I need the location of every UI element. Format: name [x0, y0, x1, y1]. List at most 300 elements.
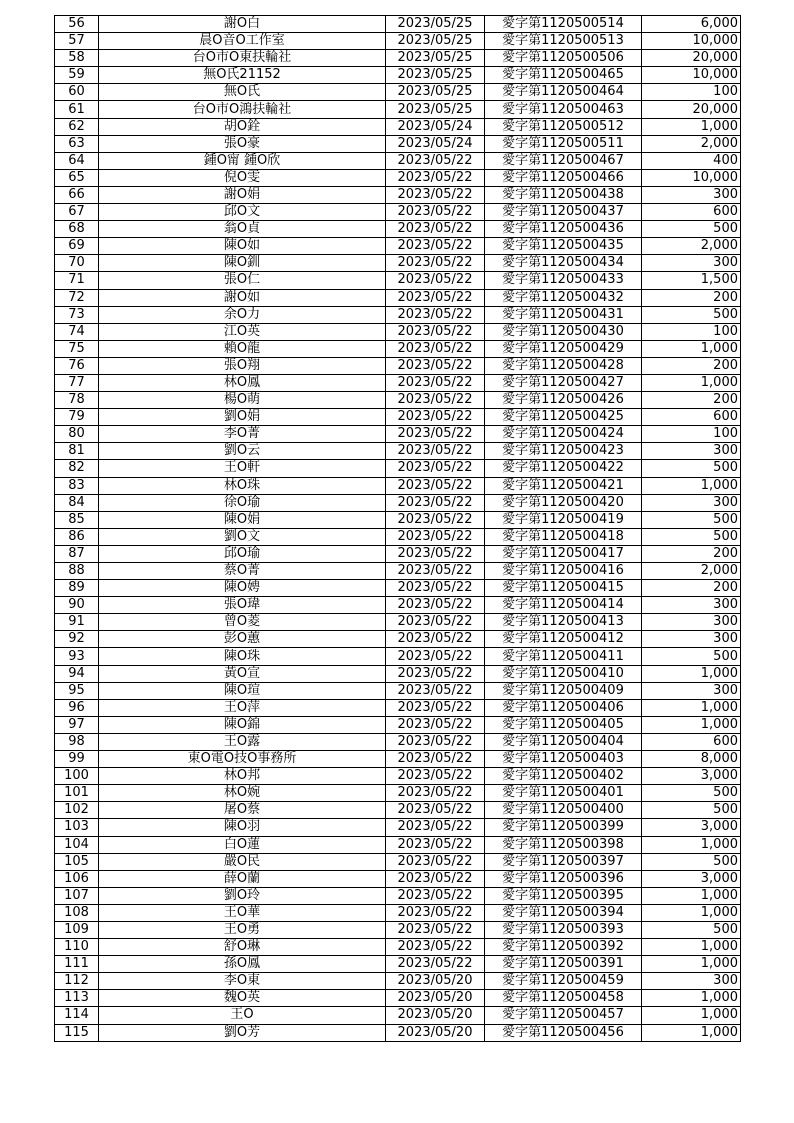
donation-amount: 500: [642, 853, 741, 870]
table-row: [55, 682, 741, 699]
donation-amount: 1,000: [642, 699, 741, 716]
donation-date: 2023/05/20: [386, 1024, 485, 1041]
row-number: 57: [55, 33, 99, 50]
row-number: 62: [55, 118, 99, 135]
donation-amount: 300: [642, 631, 741, 648]
donation-date: 2023/05/22: [386, 904, 485, 921]
donor-name: 王O露: [99, 733, 386, 750]
donor-name: 無O氏: [99, 84, 386, 101]
table-row: [55, 426, 741, 443]
donation-amount: 2,000: [642, 238, 741, 255]
row-number: 110: [55, 939, 99, 956]
table-row: [55, 238, 741, 255]
row-number: 98: [55, 733, 99, 750]
donation-date: 2023/05/22: [386, 768, 485, 785]
row-number: 101: [55, 785, 99, 802]
row-number: 70: [55, 255, 99, 272]
donor-name: 張O翔: [99, 357, 386, 374]
donor-name: 倪O雯: [99, 169, 386, 186]
receipt-number: 愛字第1120500464: [485, 84, 642, 101]
donor-name: 鍾O甯 鍾O欣: [99, 152, 386, 169]
row-number: 91: [55, 614, 99, 631]
donation-date: 2023/05/22: [386, 357, 485, 374]
receipt-number: 愛字第1120500398: [485, 836, 642, 853]
row-number: 71: [55, 272, 99, 289]
table-row: [55, 528, 741, 545]
donation-amount: 1,000: [642, 340, 741, 357]
row-number: 95: [55, 682, 99, 699]
donation-date: 2023/05/22: [386, 853, 485, 870]
donation-date: 2023/05/25: [386, 50, 485, 67]
donation-amount: 600: [642, 733, 741, 750]
table-row: [55, 751, 741, 768]
donor-name: 曾O菱: [99, 614, 386, 631]
donation-amount: 500: [642, 511, 741, 528]
donor-name: 白O蓮: [99, 836, 386, 853]
receipt-number: 愛字第1120500402: [485, 768, 642, 785]
donation-date: 2023/05/22: [386, 563, 485, 580]
row-number: 77: [55, 374, 99, 391]
donation-date: 2023/05/22: [386, 306, 485, 323]
row-number: 58: [55, 50, 99, 67]
table-row: [55, 152, 741, 169]
receipt-number: 愛字第1120500399: [485, 819, 642, 836]
row-number: 67: [55, 204, 99, 221]
donation-date: 2023/05/22: [386, 802, 485, 819]
donation-date: 2023/05/24: [386, 135, 485, 152]
donation-date: 2023/05/25: [386, 101, 485, 118]
table-row: [55, 67, 741, 84]
table-row: [55, 289, 741, 306]
donation-date: 2023/05/22: [386, 494, 485, 511]
table-row: [55, 494, 741, 511]
donor-name: 陳O如: [99, 238, 386, 255]
donation-amount: 200: [642, 357, 741, 374]
table-row: [55, 699, 741, 716]
receipt-number: 愛字第1120500422: [485, 460, 642, 477]
donation-amount: 200: [642, 545, 741, 562]
row-number: 78: [55, 392, 99, 409]
receipt-number: 愛字第1120500406: [485, 699, 642, 716]
donation-amount: 1,000: [642, 374, 741, 391]
table-row: [55, 169, 741, 186]
donor-name: 陳O羽: [99, 819, 386, 836]
receipt-number: 愛字第1120500405: [485, 716, 642, 733]
donation-date: 2023/05/22: [386, 460, 485, 477]
row-number: 100: [55, 768, 99, 785]
row-number: 80: [55, 426, 99, 443]
table-row: [55, 904, 741, 921]
table-row: [55, 973, 741, 990]
row-number: 56: [55, 16, 99, 33]
table-row: [55, 511, 741, 528]
receipt-number: 愛字第1120500414: [485, 597, 642, 614]
row-number: 87: [55, 545, 99, 562]
donation-date: 2023/05/22: [386, 699, 485, 716]
table-row: [55, 204, 741, 221]
donor-name: 王O萍: [99, 699, 386, 716]
donation-amount: 200: [642, 580, 741, 597]
row-number: 81: [55, 443, 99, 460]
table-row: [55, 255, 741, 272]
donor-name: 魏O英: [99, 990, 386, 1007]
table-row: [55, 16, 741, 33]
table-row: [55, 597, 741, 614]
row-number: 94: [55, 665, 99, 682]
receipt-number: 愛字第1120500512: [485, 118, 642, 135]
donation-amount: 1,000: [642, 956, 741, 973]
donation-amount: 1,000: [642, 118, 741, 135]
donor-name: 陳O娟: [99, 511, 386, 528]
table-row: [55, 580, 741, 597]
donor-name: 邱O文: [99, 204, 386, 221]
table-row: [55, 118, 741, 135]
donation-table-body: [55, 16, 741, 1042]
donation-date: 2023/05/22: [386, 870, 485, 887]
receipt-number: 愛字第1120500421: [485, 477, 642, 494]
receipt-number: 愛字第1120500428: [485, 357, 642, 374]
donor-name: 余O力: [99, 306, 386, 323]
donation-date: 2023/05/22: [386, 221, 485, 238]
row-number: 73: [55, 306, 99, 323]
donation-date: 2023/05/22: [386, 956, 485, 973]
receipt-number: 愛字第1120500514: [485, 16, 642, 33]
row-number: 104: [55, 836, 99, 853]
donation-date: 2023/05/22: [386, 169, 485, 186]
donor-name: 無O氏21152: [99, 67, 386, 84]
table-row: [55, 939, 741, 956]
donor-name: 謝O如: [99, 289, 386, 306]
donation-date: 2023/05/22: [386, 409, 485, 426]
row-number: 82: [55, 460, 99, 477]
receipt-number: 愛字第1120500404: [485, 733, 642, 750]
row-number: 83: [55, 477, 99, 494]
table-row: [55, 614, 741, 631]
donation-amount: 500: [642, 648, 741, 665]
donor-name: 張O瑋: [99, 597, 386, 614]
donation-date: 2023/05/22: [386, 289, 485, 306]
donation-date: 2023/05/25: [386, 84, 485, 101]
donation-amount: 1,000: [642, 1024, 741, 1041]
donor-name: 陳O釧: [99, 255, 386, 272]
table-row: [55, 921, 741, 938]
row-number: 97: [55, 716, 99, 733]
table-row: [55, 392, 741, 409]
donor-name: 劉O芳: [99, 1024, 386, 1041]
donor-name: 翁O貞: [99, 221, 386, 238]
receipt-number: 愛字第1120500391: [485, 956, 642, 973]
table-row: [55, 374, 741, 391]
row-number: 60: [55, 84, 99, 101]
donation-amount: 300: [642, 682, 741, 699]
table-row: [55, 221, 741, 238]
receipt-number: 愛字第1120500432: [485, 289, 642, 306]
donation-date: 2023/05/22: [386, 426, 485, 443]
row-number: 111: [55, 956, 99, 973]
donation-date: 2023/05/22: [386, 939, 485, 956]
donation-date: 2023/05/20: [386, 990, 485, 1007]
row-number: 106: [55, 870, 99, 887]
donation-amount: 100: [642, 84, 741, 101]
table-row: [55, 563, 741, 580]
donation-amount: 300: [642, 443, 741, 460]
donation-date: 2023/05/22: [386, 631, 485, 648]
row-number: 74: [55, 323, 99, 340]
donor-name: 江O英: [99, 323, 386, 340]
donation-date: 2023/05/25: [386, 67, 485, 84]
receipt-number: 愛字第1120500429: [485, 340, 642, 357]
donation-amount: 100: [642, 323, 741, 340]
receipt-number: 愛字第1120500412: [485, 631, 642, 648]
donation-date: 2023/05/22: [386, 477, 485, 494]
donation-date: 2023/05/22: [386, 733, 485, 750]
donor-name: 陳O錦: [99, 716, 386, 733]
table-row: [55, 50, 741, 67]
donation-amount: 1,000: [642, 665, 741, 682]
donation-date: 2023/05/25: [386, 33, 485, 50]
donation-date: 2023/05/24: [386, 118, 485, 135]
donation-amount: 500: [642, 306, 741, 323]
donation-date: 2023/05/22: [386, 597, 485, 614]
receipt-number: 愛字第1120500466: [485, 169, 642, 186]
table-row: [55, 460, 741, 477]
donation-date: 2023/05/22: [386, 580, 485, 597]
donation-amount: 1,000: [642, 939, 741, 956]
table-row: [55, 135, 741, 152]
row-number: 113: [55, 990, 99, 1007]
row-number: 99: [55, 751, 99, 768]
table-row: [55, 1007, 741, 1024]
row-number: 72: [55, 289, 99, 306]
donation-amount: 100: [642, 426, 741, 443]
row-number: 68: [55, 221, 99, 238]
donation-amount: 3,000: [642, 870, 741, 887]
donation-amount: 600: [642, 204, 741, 221]
donor-name: 謝O白: [99, 16, 386, 33]
donor-name: 林O鳳: [99, 374, 386, 391]
donor-name: 薛O蘭: [99, 870, 386, 887]
receipt-number: 愛字第1120500413: [485, 614, 642, 631]
table-row: [55, 357, 741, 374]
donation-amount: 500: [642, 528, 741, 545]
receipt-number: 愛字第1120500394: [485, 904, 642, 921]
table-row: [55, 477, 741, 494]
donation-amount: 1,000: [642, 1007, 741, 1024]
row-number: 84: [55, 494, 99, 511]
receipt-number: 愛字第1120500513: [485, 33, 642, 50]
donor-name: 彭O蕙: [99, 631, 386, 648]
donation-date: 2023/05/22: [386, 511, 485, 528]
donor-name: 劉O玲: [99, 887, 386, 904]
receipt-number: 愛字第1120500506: [485, 50, 642, 67]
donor-name: 黃O宣: [99, 665, 386, 682]
donor-name: 孫O鳳: [99, 956, 386, 973]
table-row: [55, 870, 741, 887]
receipt-number: 愛字第1120500459: [485, 973, 642, 990]
receipt-number: 愛字第1120500437: [485, 204, 642, 221]
table-row: [55, 631, 741, 648]
row-number: 92: [55, 631, 99, 648]
donation-date: 2023/05/22: [386, 785, 485, 802]
row-number: 96: [55, 699, 99, 716]
receipt-number: 愛字第1120500392: [485, 939, 642, 956]
donation-date: 2023/05/22: [386, 921, 485, 938]
row-number: 63: [55, 135, 99, 152]
table-row: [55, 186, 741, 203]
table-row: [55, 733, 741, 750]
table-row: [55, 101, 741, 118]
row-number: 108: [55, 904, 99, 921]
donation-amount: 2,000: [642, 563, 741, 580]
donor-name: 王O勇: [99, 921, 386, 938]
receipt-number: 愛字第1120500411: [485, 648, 642, 665]
donor-name: 邱O瑜: [99, 545, 386, 562]
table-row: [55, 768, 741, 785]
donation-amount: 400: [642, 152, 741, 169]
donor-name: 台O市O鴻扶輪社: [99, 101, 386, 118]
table-row: [55, 802, 741, 819]
donor-name: 晨O音O工作室: [99, 33, 386, 50]
receipt-number: 愛字第1120500423: [485, 443, 642, 460]
donation-table: [54, 15, 741, 1042]
donation-amount: 500: [642, 921, 741, 938]
table-row: [55, 84, 741, 101]
receipt-number: 愛字第1120500403: [485, 751, 642, 768]
row-number: 85: [55, 511, 99, 528]
receipt-number: 愛字第1120500434: [485, 255, 642, 272]
donor-name: 張O仁: [99, 272, 386, 289]
donation-amount: 1,000: [642, 990, 741, 1007]
donation-date: 2023/05/22: [386, 443, 485, 460]
row-number: 112: [55, 973, 99, 990]
row-number: 86: [55, 528, 99, 545]
table-row: [55, 836, 741, 853]
donation-amount: 6,000: [642, 16, 741, 33]
donation-amount: 10,000: [642, 169, 741, 186]
donor-name: 舒O琳: [99, 939, 386, 956]
donation-amount: 200: [642, 392, 741, 409]
donation-date: 2023/05/20: [386, 1007, 485, 1024]
donation-amount: 10,000: [642, 67, 741, 84]
receipt-number: 愛字第1120500465: [485, 67, 642, 84]
donation-date: 2023/05/22: [386, 665, 485, 682]
donation-amount: 1,000: [642, 904, 741, 921]
receipt-number: 愛字第1120500425: [485, 409, 642, 426]
table-row: [55, 33, 741, 50]
table-row: [55, 956, 741, 973]
donation-date: 2023/05/22: [386, 272, 485, 289]
donation-amount: 20,000: [642, 50, 741, 67]
donor-name: 劉O文: [99, 528, 386, 545]
table-row: [55, 340, 741, 357]
table-row: [55, 443, 741, 460]
receipt-number: 愛字第1120500456: [485, 1024, 642, 1041]
donor-name: 李O菁: [99, 426, 386, 443]
receipt-number: 愛字第1120500438: [485, 186, 642, 203]
donation-date: 2023/05/22: [386, 152, 485, 169]
table-row: [55, 819, 741, 836]
table-row: [55, 306, 741, 323]
table-row: [55, 648, 741, 665]
receipt-number: 愛字第1120500426: [485, 392, 642, 409]
donation-amount: 1,000: [642, 836, 741, 853]
donation-date: 2023/05/22: [386, 204, 485, 221]
donation-amount: 3,000: [642, 768, 741, 785]
row-number: 89: [55, 580, 99, 597]
receipt-number: 愛字第1120500430: [485, 323, 642, 340]
receipt-number: 愛字第1120500431: [485, 306, 642, 323]
donation-date: 2023/05/22: [386, 836, 485, 853]
row-number: 69: [55, 238, 99, 255]
row-number: 102: [55, 802, 99, 819]
table-row: [55, 323, 741, 340]
row-number: 75: [55, 340, 99, 357]
donor-name: 李O東: [99, 973, 386, 990]
donation-amount: 3,000: [642, 819, 741, 836]
receipt-number: 愛字第1120500433: [485, 272, 642, 289]
receipt-number: 愛字第1120500511: [485, 135, 642, 152]
donor-name: 陳O瑄: [99, 682, 386, 699]
row-number: 105: [55, 853, 99, 870]
donation-date: 2023/05/22: [386, 545, 485, 562]
donation-amount: 1,000: [642, 477, 741, 494]
receipt-number: 愛字第1120500409: [485, 682, 642, 699]
row-number: 114: [55, 1007, 99, 1024]
donor-name: 謝O娟: [99, 186, 386, 203]
row-number: 61: [55, 101, 99, 118]
donor-name: 胡O銓: [99, 118, 386, 135]
donation-amount: 300: [642, 186, 741, 203]
receipt-number: 愛字第1120500463: [485, 101, 642, 118]
donor-name: 徐O瑜: [99, 494, 386, 511]
donation-amount: 300: [642, 614, 741, 631]
donation-amount: 500: [642, 221, 741, 238]
receipt-number: 愛字第1120500410: [485, 665, 642, 682]
donation-date: 2023/05/25: [386, 16, 485, 33]
donor-name: 陳O珠: [99, 648, 386, 665]
receipt-number: 愛字第1120500400: [485, 802, 642, 819]
donor-name: 屠O蔡: [99, 802, 386, 819]
receipt-number: 愛字第1120500436: [485, 221, 642, 238]
receipt-number: 愛字第1120500416: [485, 563, 642, 580]
table-row: [55, 665, 741, 682]
table-row: [55, 887, 741, 904]
donation-amount: 8,000: [642, 751, 741, 768]
donation-amount: 1,000: [642, 887, 741, 904]
receipt-number: 愛字第1120500415: [485, 580, 642, 597]
donation-amount: 1,000: [642, 716, 741, 733]
row-number: 107: [55, 887, 99, 904]
row-number: 93: [55, 648, 99, 665]
donation-amount: 500: [642, 460, 741, 477]
donation-date: 2023/05/20: [386, 973, 485, 990]
row-number: 103: [55, 819, 99, 836]
donation-date: 2023/05/22: [386, 648, 485, 665]
donation-date: 2023/05/22: [386, 323, 485, 340]
donor-name: 王O華: [99, 904, 386, 921]
donation-amount: 1,500: [642, 272, 741, 289]
donation-amount: 10,000: [642, 33, 741, 50]
donation-date: 2023/05/22: [386, 819, 485, 836]
donor-name: 陳O娉: [99, 580, 386, 597]
row-number: 65: [55, 169, 99, 186]
donation-amount: 500: [642, 785, 741, 802]
donor-name: 蔡O菁: [99, 563, 386, 580]
receipt-number: 愛字第1120500467: [485, 152, 642, 169]
donation-date: 2023/05/22: [386, 374, 485, 391]
table-row: [55, 545, 741, 562]
table-row: [55, 716, 741, 733]
